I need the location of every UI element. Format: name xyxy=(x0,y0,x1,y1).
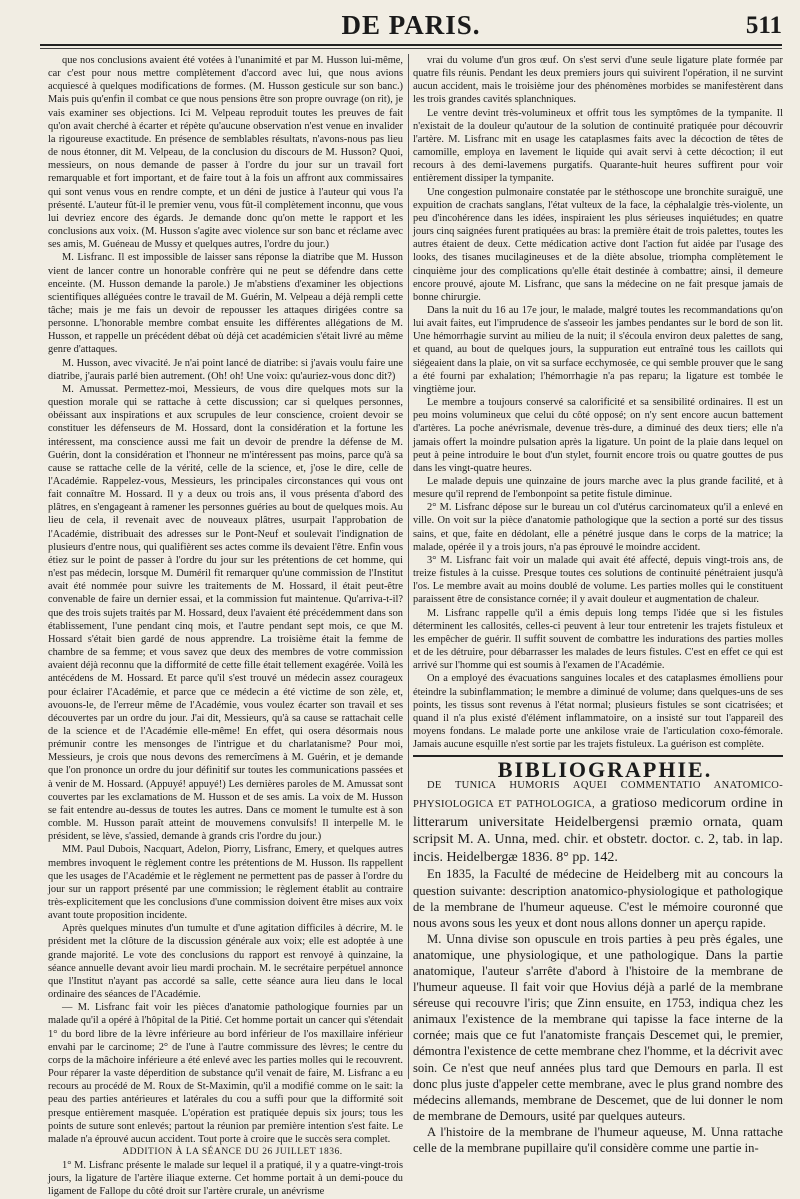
masthead xyxy=(40,10,782,40)
paragraph: Une congestion pulmonaire constatée par le stéthoscope une bronchite suraiguë, une expuition de crachats sanglans, l'état vulteux de la face, la céphalalgie très-violente, un peu d'incohérence dans les idées, inspiraient les plus sérieuses inquiétudes; en quatre jours cinq saignées furent pratiquées au bras: la première était de trois palettes, toutes les autres étaient de deux. Cette médication active dont l'action fut aidée par l'usage des looks, des tisanes mucilagineuses et de la diète absolue, triompha complètement le cinquième jour des complications qu'elle était destinée à combattre; ainsi, il demeure encore prouvé, ajoute M. Lisfranc, que sans la médecine on ne fait presque jamais de bonne chirurgie. xyxy=(413,186,783,303)
bib-reference-caps: DE TUNICA HUMORIS AQUEI COMMENTATIO ANATOMICO-PHYSIOLOGICA ET PATHOLOGICA, xyxy=(413,780,783,811)
paragraph: M. Lisfranc rappelle qu'il a émis depuis long temps l'idée que si les fistules déterminent les callosités, celles-ci peuvent à leur tour entretenir les trajets fistuleux et les empêcher de guérir. Il suffit souvent de combattre les indurations des parties molles et de les détruire, pour débarrasser les malades de leurs fistules. C'est en effet ce qui est arrivé sur l'homme qui est soumis à l'examen de l'Académie. xyxy=(413,607,783,672)
paragraph: En 1835, la Faculté de médecine de Heidelberg mit au concours la question suivante: description anatomico-physiologique et pathologique de la membrane de l'humeur aqueuse. C'est le mémoire couronné que nous avons sous les yeux et dont nous allons donner un aperçu rapide. xyxy=(413,867,783,930)
paragraph: — M. Lisfranc fait voir les pièces d'anatomie pathologique fournies par un malade qu'il a opéré à l'hôpital de la Pitié. Cet homme portait un cancer qui s'étendait 1° du bord libre de la lèvre inférieure au bord inférieur de l'os maxillaire inférieur envahi par le carcinome; 2° de l'une à l'autre commissure des lèvres; le centre du corps de la mâchoire inférieure a été enlevé avec les parties molles qui le recouvrent. Pour réparer la vaste déperdition de substance qu'il venait de faire, M. Lisfranc a eu recours au procédé de M. Roux de St-Maximin, qu'il a modifié comme on le sait: la peau des parties antérieures et latérales du cou a suffi pour que la difformité soit presque entièrement masquée. L'opération est pratiquée depuis six jours; tous les points de suture sont enlevés; partout la réunion par première intention s'est faite. Le malade n'a éprouvé aucun accident. Tout porte à croire que le succès sera complet. xyxy=(48,1002,403,1145)
bibliography-body xyxy=(413,866,783,1156)
paragraph: que nos conclusions avaient été votées à l'unanimité et par M. Husson lui-même, car c'est pour nous mettre complètement d'accord avec lui, que nous avions acquiescé à quelques modifications de formes. (M. Husson gesticule sur son banc.) Mais puis qu'enfin il combat ce que nous pensions être son propre ouvrage (on rit), je vais examiner ses objections. Ici M. Velpeau reproduit toutes les preuves de fait qu'on avait cherché à écarter et répète qu'aucune observation n'est venue en invalider la rigoureuse exactitude. En présence de semblables résultats, n'avons-nous pas lieu de nous étonner, dit M. Velpeau, de la conclusion du discours de M. Husson? Quoi, messieurs, on nous demande de passer à l'ordre du jour sur un travail fort remarquable et fort important, et de faire tout à la fois un affront aux commissaires qui sont venus vous en rendre compte, et un déni de justice à l'auteur qui vous l'a présenté. L'auteur fût-il le premier venu, vous fût-il complètement inconnu, que vous lui devriez encore des égards. Je demande donc qu'on mette le rapport et les conclusions aux voix. (M. Husson s'agite avec violence sur son banc et réclame avec ses amis, M. Guéneau de Mussy et quelques autres, l'ordre du jour.) xyxy=(48,55,403,251)
page-title: DE PARIS. xyxy=(341,10,481,40)
paragraph: M. Lisfranc. Il est impossible de laisser sans réponse la diatribe que M. Husson vient de lancer contre un honorable confrère qui ne peut se défendre dans cette enceinte. (M. Husson demande la parole.) Je m'abstiens d'examiner les objections scientifiques alléguées contre le travail de M. Guérin, M. Velpeau a déjà rempli cette tâche; mais je me fais un devoir de repousser les attaques dirigées contre sa personne. L'honorable membre combat ensuite les différentes allégations de M. Husson, et rappelle un précédent débat où déjà cet académicien s'était livré au même genre d'attaques. xyxy=(48,252,403,356)
bib-reference-rest: a gratioso medicorum ordine in litterarum universitate Heidelbergensi præmio ornata, quam scripsit M. A. Unna, med. chir. et obstetr. doctor. c. 2, tab. in lap. incis. Heidelbergæ 1836. 8° pp. 142. xyxy=(413,796,784,865)
header-rule xyxy=(40,44,782,46)
paragraph: 1° M. Lisfranc présente le malade sur lequel il a pratiqué, il y a quatre-vingt-trois jours, la ligature de l'artère iliaque externe. Cet homme portait à un demi-pouce du ligament de Fallope du côté droit sur l'artère crurale, un anévrisme xyxy=(48,1160,403,1198)
left-column xyxy=(48,54,403,1199)
header-rule-thin xyxy=(40,48,782,49)
paragraph: MM. Paul Dubois, Nacquart, Adelon, Piorry, Lisfranc, Emery, et quelques autres membres invoquent le règlement contre les prétentions de M. Husson. Ils rappellent que les usages de l'Académie et le règlement ne permettent pas de passer à l'ordre du jour sur un rapport présenté par une commission; le règlement établit au contraire très-explicitement que les conclusions d'une commission doivent être mises aux voix avant toute proposition incidente. xyxy=(48,844,403,922)
paragraph: M. Amussat. Permettez-moi, Messieurs, de vous dire quelques mots sur la question morale qui se rattache à cette discussion; car si quelques personnes, obéissant aux inspirations et aux scrupules de leur conscience, croient devoir se constituer les défenseurs de M. Hossard, dont la considération et la fortune les intéressent, ma conscience aussi me fait un devoir de prendre la défense de M. Guérin, dont la considération et l'honneur ne m'intéressent pas moins, parce qu'à sa cause se rattache celle de la vérité, celle de la science, et, j'ose le dire, celle de l'Académie. Rappelez-vous, Messieurs, les principales circonstances qui vous ont fait connaître M. Hossard. Il y a deux ou trois ans, il vous présenta d'abord des plâtres, en s'engageant à ramener les personnes guéries au bout de quelques mois. Au lieu de cela, il revenait avec de nouveaux plâtres, usurpait l'approbation de l'Académie, distribuait des adresses sur le Pont-Neuf et soulevait l'indignation de plusieurs d'entre nous, qui qualifièrent ses actes comme ils devaient l'être. Enfin vous étiez sur le point de passer à l'ordre du jour sur les prétentions de cet homme, qui n'est pas médecin, lorsque M. Duméril fit remarquer qu'une commission de l'Institut avait été nommée pour suivre les traitements de M. Hossard, il était peut-être convenable de faire un dernier essai, et la commission fut maintenue. Qu'arriva-t-il? que des trois sujets traités par M. Hossard, deux l'avaient été précédemment dans son établissement, l'une pendant cinq mois, et l'autre pendant sept mois, ce que M. Hossard s'était bien gardé de nous apprendre. La troisième était la femme de chambre de sa femme; et vous savez que deux des membres de votre commission avaient déjà reconnu que la difformité de cette fille était tellement exagérée. Voilà les antécédens de M. Hossard. Et parce qu'il s'est trouvé un médecin assez courageux pour éclairer l'Académie, et parce que ce médecin a été victime de son zèle, et, avouons-le, de l'erreur même de l'Académie, vous voulez écarter son travail et ses découvertes par un ordre du jour. J'ai dit, Messieurs, qu'à sa cause se rattachait celle de la science et de l'Académie elle-même! En effet, qui osera désormais nous prémunir contre les mensonges de l'intrigue et du charlatanisme? Pour moi, Messieurs, je crois que nous devons des remercîmens à M. Guérin, et je demande que l'on prononce un ordre du jour définitif sur toutes les communications passées et à venir de M. Hossard. (Appuyé! appuyé!) Les dernières paroles de M. Amussat sont couvertes par les exclamations de M. Husson et de ses amis. La voix de M. Husson se fait entendre au-dessus de toutes les autres. Dans ce moment le tumulte est à son comble. M. Husson paraît atteint de mouvemens convulsifs! Il interpelle M. le président, se lève, s'assied, demande à grands cris l'ordre du jour.) xyxy=(48,383,403,843)
paragraph: Le ventre devint très-volumineux et offrit tous les symptômes de la tympanite. Il n'existait de la douleur qu'autour de la solution de continuité pratiquée pour découvrir l'artère. M. Lisfranc mit en usage les cataplasmes faits avec la décoction de têtes de camomille, employa en lavement le liquide qui avait servi à cette décoction; il eut recours à des demi-lavemens purgatifs. Quarante-huit heures suffirent pour voir entièrement dissiper la tympanite. xyxy=(413,107,783,185)
right-column xyxy=(413,54,783,1156)
paragraph: On a employé des évacuations sanguines locales et des cataplasmes émolliens pour éteindre la subinflammation; le membre a diminué de volume; dans quelques-uns de ses points, les tissus sont revenus à l'état normal; plusieurs fistules se sont cicatrisées; et quand il n'a plus existé d'élément inflammatoire, on a insisté sur tout l'appareil des moyens fondans. Le malade porte une ankilose vraie de l'articulation coxo-fémorale. Jamais aucune esquille n'est sortie par les trajets fistuleux. La guérison est complète. xyxy=(413,673,783,751)
addition-heading: ADDITION À LA SÉANCE DU 26 JUILLET 1836. xyxy=(122,1146,343,1157)
paragraph: vrai du volume d'un gros œuf. On s'est servi d'une seule ligature plate formée par quatre fils réunis. Pendant les deux premiers jours qui suivirent l'opération, il ne survint aucun accident, mais le troisième jour des phénomènes morbides se manifestèrent dans les trois grandes cavités splanchniques. xyxy=(413,55,783,106)
paragraph: Le membre a toujours conservé sa calorificité et sa sensibilité ordinaires. Il est un peu moins volumineux que celui du côté opposé; on n'y sent encore aucun battement d'artères. La poche anévrismale, devenue très-dure, a diminué des deux tiers; elle n'a jamais offert la moindre pulsation après la ligature. Un point de la plaie dans lequel on peut à peine introduire le bout d'un stylet, fournit encore trois ou quatre gouttes de pus dans les vingt-quatre heures. xyxy=(413,397,783,474)
paragraph: M. Unna divise son opuscule en trois parties à peu près égales, une anatomique, une physiologique, et une pathologique. Dans la partie anatomique, l'auteur s'arrête d'abord à l'histoire de la membrane de l'humeur aqueuse. Il fait voir que Hovius déjà a parlé de la membrane séreuse qui recouvre l'iris; que Zinn ensuite, en 1753, indiqua chez les animaux l'existence de la membrane qui tapisse la face interne de la cornée; mais que ce fut l'anatomiste français Descemet qui, le premier, démontra l'existence de cette membrane chez l'homme, et la décrivit avec soin. Ce n'est que neuf années plus tard que Demours en parla. Il est donc plus juste d'appeler cette membrane, avec le plus grand nombre des médecins allemands, membrane de Descemet, que de lui donner le nom de membrane de Demours, usité par quelques auteurs. xyxy=(413,931,783,1123)
paragraph: Après quelques minutes d'un tumulte et d'une agitation difficiles à décrire, M. le président met la clôture de la discussion générale aux voix; elle est adoptée à une grande majorité. Le vote des conclusions du rapport est renvoyé à quinzaine, la séance annuelle devant avoir lieu mardi prochain. M. le secrétaire perpétuel annonce que l'Institut n'ayant pas accordé sa salle, cette séance aura lieu dans le local ordinaire des séances de l'Académie. xyxy=(48,923,403,1001)
paragraph: 2° M. Lisfranc dépose sur le bureau un col d'utérus carcinomateux qu'il a enlevé en ville. On voit sur la pièce d'anatomie pathologique que la section a porté sur des tissus sains, et que, faite en dédolant, elle a pénétré jusque dans le corps de la matrice; la malade, opérée il y a trois jours, n'a pas éprouvé le moindre accident. xyxy=(413,502,783,553)
bibliography-heading: BIBLIOGRAPHIE. xyxy=(497,757,713,783)
bibliography-reference xyxy=(413,776,783,866)
column-divider xyxy=(408,54,409,1079)
paragraph: A l'histoire de la membrane de l'humeur aqueuse, M. Unna rattache celle de la membrane pupillaire qu'il considère comme une partie in- xyxy=(413,1124,783,1155)
paragraph: Dans la nuit du 16 au 17e jour, le malade, malgré toutes les recommandations qu'on lui avait faites, eut l'imprudence de s'asseoir les jambes pendantes sur le bord de son lit. Une hémorrhagie survint au milieu de la nuit; il s'écoula environ deux palettes de sang, et quand, au bout de quelques jours, la suppuration eut entraîné tous les caillots qui siégeaient dans la plaie, on vit sa surface ecchymosée, ce qui semble prouver que le sang a été fourni par exhalation; l'hémorrhagie n'a pas reparu; la ligature est tombée le vingtième jour. xyxy=(413,304,783,395)
page-number: 511 xyxy=(745,12,782,39)
paragraph: Le malade depuis une quinzaine de jours marche avec la plus grande facilité, et à mesure qu'il reprend de l'embonpoint sa petite fistule diminue. xyxy=(413,476,783,501)
paragraph: M. Husson, avec vivacité. Je n'ai point lancé de diatribe: si j'avais voulu faire une diatribe, j'aurais parlé bien autrement. (Oh! oh! Une voix: qu'auriez-vous donc dit?) xyxy=(48,357,403,382)
paragraph: 3° M. Lisfranc fait voir un malade qui avait été affecté, depuis vingt-trois ans, de treize fistules à la cuisse. Presque toutes ces solutions de continuité pénétraient jusqu'à l'os. Le membre avait au moins doublé de volume. Les parties molles qui le constituent paraissent être de consistance cornée; il y avait douleur et augmentation de chaleur. xyxy=(413,554,783,606)
